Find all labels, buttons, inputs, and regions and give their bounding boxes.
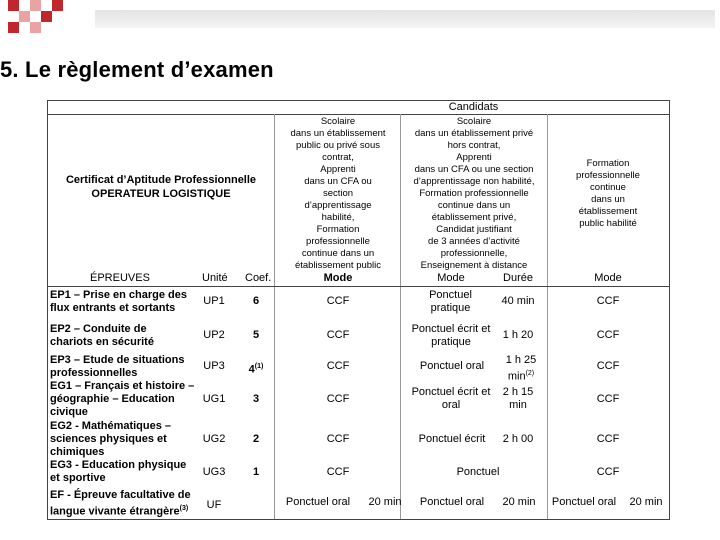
coef-eg2: 2 xyxy=(252,433,260,445)
epreuve-ef xyxy=(50,489,198,519)
mode2-eg1: Ponctuel écrit et oral xyxy=(411,386,491,411)
mode1-ep1: CCF xyxy=(326,295,350,307)
mode3-ep1: CCF xyxy=(596,295,620,307)
duree2-ep3-value: 1 h 25 min xyxy=(505,354,537,383)
duree2-eg1: 2 h 15 min xyxy=(502,386,534,411)
coef-ep3 xyxy=(238,360,274,377)
mode3-ep2: CCF xyxy=(596,329,620,341)
header-bar xyxy=(95,10,715,28)
header-divider xyxy=(48,114,669,115)
certificate-title: Certificat d’Aptitude Professionnelle OPERATEUR LOGISTIQUE xyxy=(65,174,257,200)
coef-ep1: 6 xyxy=(252,295,260,307)
mode2-ef: Ponctuel oral xyxy=(419,496,485,508)
unite-eg1: UG1 xyxy=(202,393,226,405)
decor-square xyxy=(30,22,41,33)
mode-1-header: Mode xyxy=(323,272,353,284)
candidats-label: Candidats xyxy=(448,101,499,113)
epreuve-ep3: EP3 – Etude de situations professionnelles xyxy=(50,354,185,379)
decor-square xyxy=(19,11,30,22)
coef-ep2: 5 xyxy=(252,329,260,341)
mode3-eg2: CCF xyxy=(596,433,620,445)
coef-eg3: 1 xyxy=(252,466,260,478)
column-1-description: Scolaire dans un établissement public ou privé sous contrat, Apprenti dans un CFA ou section d’apprentissage habilité, Formation professionnelle continue dans un établissement public xyxy=(290,116,386,271)
mode1-eg2: CCF xyxy=(326,433,350,445)
mode1-ep2: CCF xyxy=(326,329,350,341)
epreuve-ef-label: EF - Épreuve facultative de langue vivante étrangère xyxy=(50,489,191,518)
mode3-eg3: CCF xyxy=(596,466,620,478)
duree2-ep3 xyxy=(500,354,542,384)
duree3-ef: 20 min xyxy=(629,496,663,508)
duree1-ef: 20 min xyxy=(368,496,402,508)
mode-3-header: Mode xyxy=(594,272,622,284)
epreuve-ep2: EP2 – Conduite de chariots en sécurité xyxy=(50,323,154,348)
mode3-eg1: CCF xyxy=(596,393,620,405)
decor-square xyxy=(41,11,52,22)
mode3-ef: Ponctuel oral xyxy=(551,496,617,508)
coef-ep3-value: 4 xyxy=(248,363,255,376)
mode1-eg1: CCF xyxy=(326,393,350,405)
coef-header: Coef. xyxy=(245,272,272,284)
duree-2-header: Durée xyxy=(503,272,533,284)
unite-eg2: UG2 xyxy=(202,433,226,445)
unite-ef: UF xyxy=(206,499,222,511)
column-3-description: Formation professionnelle continue dans un établissement public habilité xyxy=(576,158,640,229)
mode-2-header: Mode xyxy=(437,272,465,284)
epreuve-ep1: EP1 – Prise en charge des flux entrants et sortants xyxy=(50,289,187,314)
epreuves-header: ÉPREUVES xyxy=(90,272,150,284)
column-divider xyxy=(400,114,401,519)
mode2-ep2: Ponctuel écrit et pratique xyxy=(411,323,491,348)
epreuve-eg3: EG3 - Education physique et sportive xyxy=(50,459,187,484)
coef-eg1: 3 xyxy=(252,393,260,405)
duree2-eg2: 2 h 00 xyxy=(502,433,534,445)
column-divider xyxy=(274,114,275,519)
coef-ep3-note: (1) xyxy=(254,363,264,370)
mode2-ep3: Ponctuel oral xyxy=(419,360,485,372)
duree2-ep2: 1 h 20 xyxy=(502,329,534,341)
column-divider xyxy=(547,114,548,519)
decor-square xyxy=(8,22,19,33)
mode1-ef: Ponctuel oral xyxy=(285,496,351,508)
decor-square xyxy=(52,0,63,11)
exam-table xyxy=(47,100,670,520)
duree2-ep1: 40 min xyxy=(501,295,535,307)
unite-ep3: UP3 xyxy=(203,360,225,372)
duree2-ep3-note: (2) xyxy=(525,370,535,377)
decor-square xyxy=(30,0,41,11)
page-title: 5. Le règlement d’examen xyxy=(0,57,274,82)
duree2-ef: 20 min xyxy=(502,496,536,508)
unite-ep2: UP2 xyxy=(203,329,225,341)
epreuve-eg1: EG1 – Français et histoire – géographie – Education civique xyxy=(50,380,195,418)
decor-square xyxy=(8,0,19,11)
unite-header: Unité xyxy=(202,272,228,284)
column-2-description: Scolaire dans un établissement privé hors contrat, Apprenti dans un CFA ou une section d’apprentissage non habilité, Formation professionnelle continue dans un établissement privé, Candidat justifiant de 3 années d’activité professionnelle, Enseignement à distance xyxy=(413,116,535,271)
epreuve-eg2: EG2 - Mathématiques – sciences physiques et chimiques xyxy=(50,420,172,458)
epreuve-ef-note: (3) xyxy=(179,505,189,512)
mode1-ep3: CCF xyxy=(326,360,350,372)
unite-eg3: UG3 xyxy=(202,466,226,478)
mode2-eg3: Ponctuel xyxy=(456,466,500,478)
mode1-eg3: CCF xyxy=(326,466,350,478)
mode3-ep3: CCF xyxy=(596,360,620,372)
mode2-eg2: Ponctuel écrit xyxy=(418,433,486,445)
row-divider xyxy=(48,286,669,287)
unite-ep1: UP1 xyxy=(203,295,225,307)
mode2-ep1: Ponctuel pratique xyxy=(429,289,472,314)
